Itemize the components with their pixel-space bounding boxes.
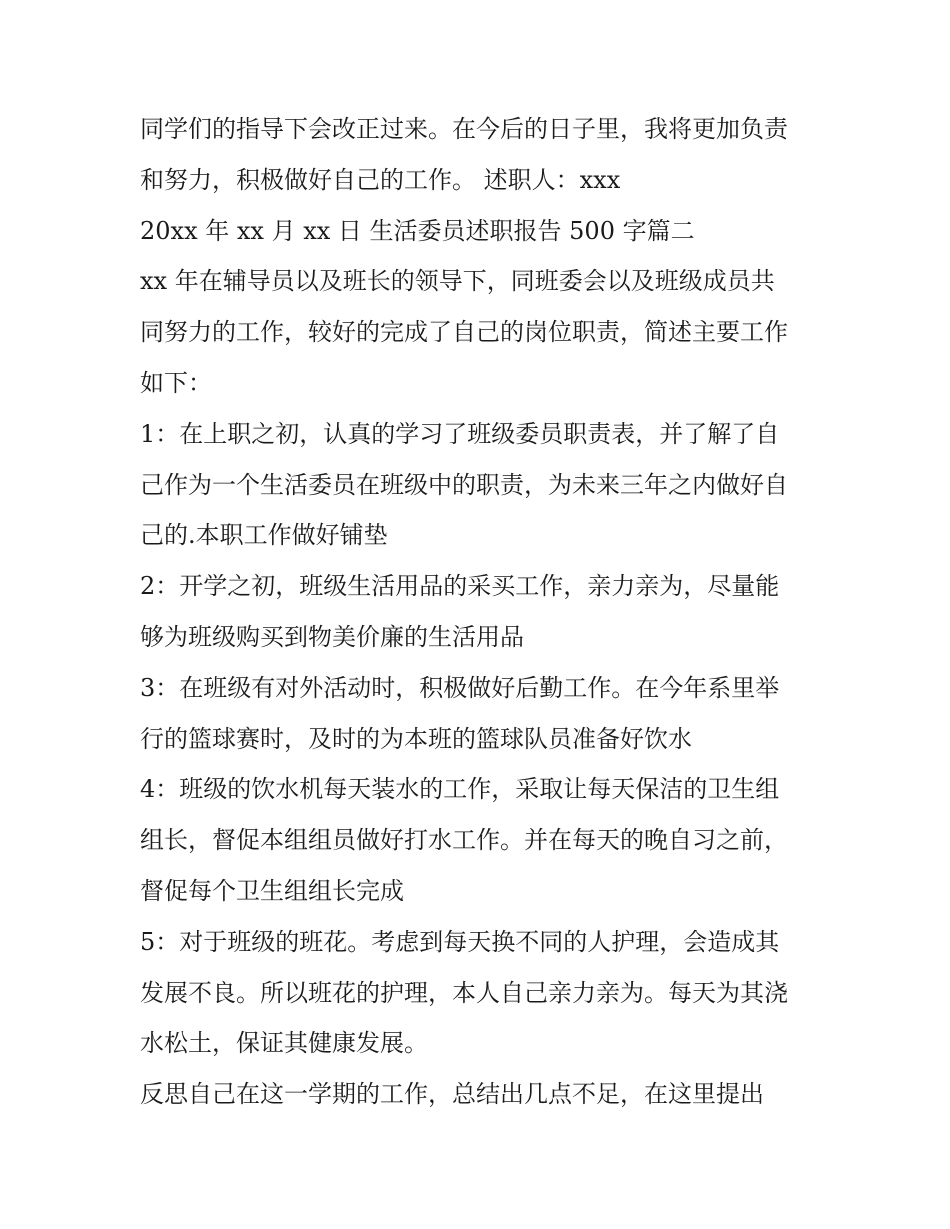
- text-line: 同学们的指导下会改正过来。在今后的日子里，我将更加负责: [140, 115, 788, 143]
- text-line: 发展不良。所以班花的护理，本人自己亲力亲为。每天为其浇: [140, 978, 788, 1007]
- text-line: 1：在上职之初，认真的学习了班级委员职责表，并了解了自: [140, 419, 780, 448]
- text-line: 反思自己在这一学期的工作，总结出几点不足，在这里提出: [140, 1080, 764, 1109]
- text-line: 己作为一个生活委员在班级中的职责，为未来三年之内做好自: [140, 470, 788, 499]
- text-line: 同努力的工作，较好的完成了自己的岗位职责，简述主要工作: [140, 318, 788, 347]
- document-body: [140, 104, 830, 1120]
- text-line: 5：对于班级的班花。考虑到每天换不同的人护理，会造成其: [140, 927, 780, 956]
- text-line: 20xx 年 xx 月 xx 日 生活委员述职报告 500 字篇二: [140, 216, 695, 245]
- text-line: 行的篮球赛时，及时的为本班的篮球队员准备好饮水: [140, 724, 692, 753]
- text-line: 3：在班级有对外活动时，积极做好后勤工作。在今年系里举: [140, 673, 780, 702]
- text-line: 督促每个卫生组组长完成: [140, 876, 404, 905]
- text-line: 如下：: [140, 368, 212, 397]
- text-line: 2：开学之初，班级生活用品的采买工作，亲力亲为，尽量能: [140, 572, 780, 601]
- text-line: 够为班级购买到物美价廉的生活用品: [140, 622, 524, 651]
- text-line: 组长，督促本组组员做好打水工作。并在每天的晚自习之前，: [140, 826, 788, 855]
- text-line: 己的.本职工作做好铺垫: [140, 521, 388, 550]
- text-line: xx 年在辅导员以及班长的领导下，同班委会以及班级成员共: [140, 267, 775, 296]
- text-line: 水松土，保证其健康发展。: [140, 1029, 428, 1058]
- text-line: 和努力，积极做好自己的工作。 述职人：xxx: [140, 165, 621, 194]
- text-line: 4：班级的饮水机每天装水的工作，采取让每天保洁的卫生组: [140, 775, 780, 804]
